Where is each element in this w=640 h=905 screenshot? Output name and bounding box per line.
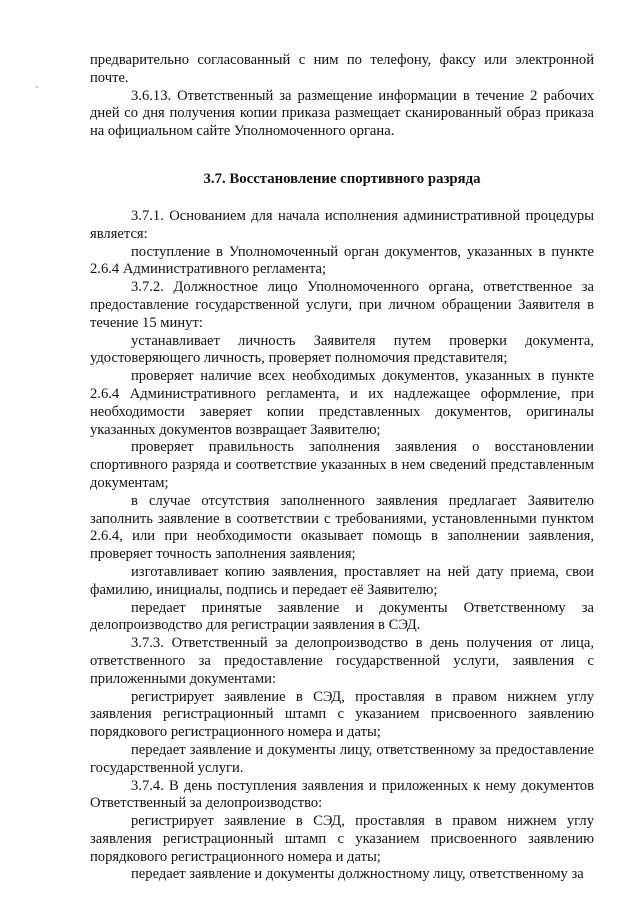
paragraph: 3.7.3. Ответственный за делопроизводство в день получения от лица, ответственного за предоставление государственной услуги, заявления с приложенными документами: (90, 635, 594, 687)
paragraph: изготавливает копию заявления, проставляет на ней дату приема, свои фамилию, инициалы, подпись и передает её Заявителю; (90, 563, 594, 598)
scan-speck (36, 86, 38, 88)
paragraph: в случае отсутствия заполненного заявления предлагает Заявителю заполнить заявление в соответствии с требованиями, установленными пунктом 2.6.4, или при необходимости оказывает помощь в заполнении заявления, проверяет точность заполнения заявления; (90, 492, 594, 563)
paragraph: передает заявление и документы лицу, ответственному за предоставление государственной услуги. (90, 741, 594, 776)
paragraph: 3.6.13. Ответственный за размещение информации в течение 2 рабочих дней со дня получения копии приказа размещает сканированный образ приказа на официальном сайте Уполномоченного органа. (90, 87, 594, 140)
paragraph: 3.7.1. Основанием для начала исполнения административной процедуры является: (90, 208, 594, 242)
paragraph: проверяет наличие всех необходимых документов, указанных в пункте 2.6.4 Административного регламента, и их надлежащее оформление, при необходимости заверяет копии представленных документов, оригиналы указанных документов возвращает Заявителю; (90, 368, 594, 438)
paragraph: передает принятые заявление и документы Ответственному за делопроизводство для регистрации заявления в СЭД. (90, 599, 594, 634)
paragraph: регистрирует заявление в СЭД, проставляя в правом нижнем углу заявления регистрационный штамп с указанием присвоенного заявлению порядкового регистрационного номера и даты; (90, 813, 594, 865)
paragraph: поступление в Уполномоченный орган документов, указанных в пункте 2.6.4 Административного регламента; (90, 243, 594, 278)
intro-text-block (90, 52, 594, 141)
paragraph: 3.7.4. В день поступления заявления и приложенных к нему документов Ответственный за делопроизводство: (90, 777, 594, 812)
section-heading: 3.7. Восстановление спортивного разряда (203, 171, 481, 187)
paragraph: предварительно согласованный с ним по телефону, факсу или электронной почте. (90, 52, 594, 86)
paragraph: устанавливает личность Заявителя путем проверки документа, удостоверяющего личность, проверяет полномочия представителя; (90, 332, 594, 367)
paragraph: передает заявление и документы должностному лицу, ответственному за (131, 866, 584, 883)
section-body-text-block (90, 208, 594, 884)
paragraph: регистрирует заявление в СЭД, проставляя в правом нижнем углу заявления регистрационный штамп с указанием присвоенного заявлению порядкового регистрационного номера и даты; (90, 688, 594, 741)
paragraph: проверяет правильность заполнения заявления о восстановлении спортивного разряда и соответствие указанных в нем сведений представленным документам; (90, 439, 594, 491)
paragraph: 3.7.2. Должностное лицо Уполномоченного органа, ответственное за предоставление государственной услуги, при личном обращении Заявителя в течение 15 минут: (90, 279, 594, 331)
